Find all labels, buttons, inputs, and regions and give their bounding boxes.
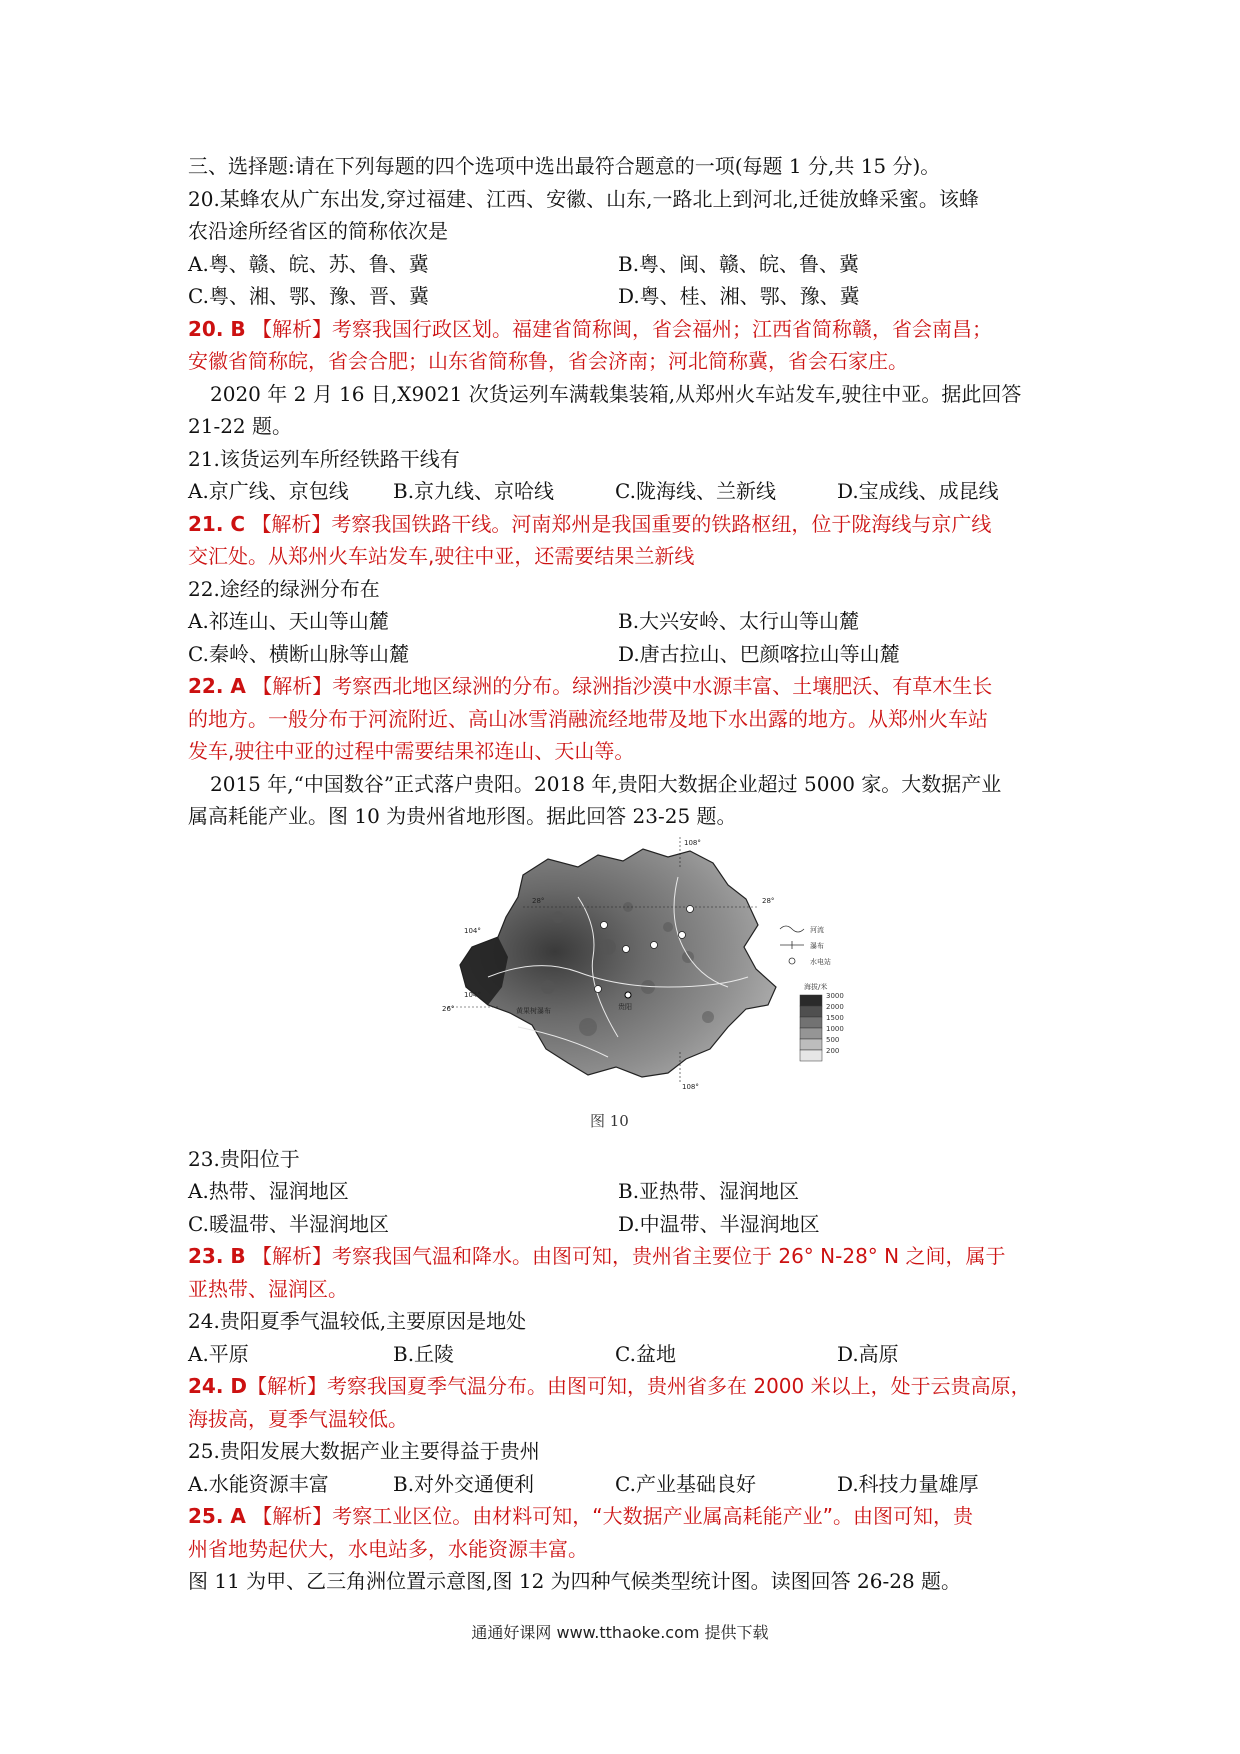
material-2-line1: 2015 年,“中国数谷”正式落户贵阳。2018 年,贵阳大数据企业超过 5000 家。大数据产业 <box>210 771 1002 796</box>
q22-option-a: A.祁连山、天山等山麓 <box>188 609 389 633</box>
q24-explanation-line2: 海拔高，夏季气温较低。 <box>188 1406 408 1431</box>
huangguoshu-falls-label: 黄果树瀑布 <box>516 1006 551 1015</box>
legend-river-label: 河流 <box>810 925 824 934</box>
guiyang-label: 贵阳 <box>618 1002 632 1011</box>
q22-option-d: D.唐古拉山、巴颜喀拉山等山麓 <box>618 641 900 666</box>
q21-explanation-line2: 交汇处。从郑州火车站发车,驶往中亚，还需要结果兰新线 <box>188 544 695 568</box>
q23-option-b: B.亚热带、湿润地区 <box>618 1179 800 1203</box>
q20-options <box>188 248 1068 313</box>
q21-option-b: B.京九线、京哈线 <box>393 479 555 503</box>
page-footer: 通通好课网 www.tthaoke.com 提供下载 <box>471 1623 769 1642</box>
elevation-swatch-500 <box>800 1039 822 1050</box>
legend-symbols <box>780 925 831 966</box>
elevation-swatch-3000 <box>800 995 822 1006</box>
station-legend-icon <box>789 958 795 964</box>
q23-option-d: D.中温带、半湿润地区 <box>618 1211 820 1236</box>
elevation-level-1000: 1000 <box>826 1024 844 1033</box>
elevation-swatch-200 <box>800 1050 822 1061</box>
q21-answer-key: 21. C <box>188 511 246 536</box>
q25-option-b: B.对外交通便利 <box>393 1471 535 1496</box>
station-marker <box>601 921 608 928</box>
q23-option-c: C.暖温带、半湿润地区 <box>188 1211 389 1236</box>
q23-option-a: A.热带、湿润地区 <box>188 1179 349 1203</box>
q22-explanation-line3: 发车,驶往中亚的过程中需要结果祁连山、天山等。 <box>188 739 635 763</box>
q22-option-b: B.大兴安岭、太行山等山麓 <box>618 609 860 633</box>
elevation-legend <box>800 992 844 1061</box>
legend-station-label: 水电站 <box>810 957 831 966</box>
q20-explanation-line1: 【解析】考察我国行政区划。福建省简称闽，省会福州；江西省简称赣，省会南昌； <box>252 316 992 341</box>
elevation-level-500: 500 <box>826 1035 840 1044</box>
lon-104-low-label: 104° <box>464 990 481 999</box>
q25-option-c: C.产业基础良好 <box>615 1471 756 1496</box>
elevation-level-200: 200 <box>826 1046 840 1055</box>
legend-elevation-title: 海拔/米 <box>804 982 828 991</box>
elevation-level-3000: 3000 <box>826 991 844 1000</box>
question-25 <box>188 1435 1068 1565</box>
question-24 <box>188 1305 1068 1435</box>
q25-option-a: A.水能资源丰富 <box>188 1471 329 1496</box>
question-21 <box>188 443 1068 573</box>
figure-10-caption: 图 10 <box>590 1111 629 1130</box>
q24-stem: 24.贵阳夏季气温较低,主要原因是地处 <box>188 1309 527 1333</box>
guizhou-province-shape <box>460 849 776 1077</box>
section-heading: 三、选择题:请在下列每题的四个选项中选出最符合题意的一项(每题 1 分,共 15 分)。 <box>188 154 941 178</box>
q20-option-b: B.粤、闽、赣、皖、鲁、冀 <box>618 251 860 276</box>
q23-options <box>188 1175 1068 1240</box>
lat-26-label: 26° <box>442 1004 455 1013</box>
q20-answer <box>188 313 1068 346</box>
lat-28-right-label: 28° <box>762 896 775 905</box>
q22-explanation-line1: 【解析】考察西北地区绿洲的分布。绿洲指沙漠中水源丰富、土壤肥沃、有草木生长 <box>252 674 993 698</box>
q20-explanation-line2: 安徽省简称皖，省会合肥；山东省简称鲁，省会济南；河北简称冀，省会石家庄。 <box>188 349 908 373</box>
lon-108-top-label: 108° <box>684 838 701 847</box>
lon-108-bottom-label: 108° <box>682 1082 699 1091</box>
q25-options <box>188 1468 1068 1501</box>
guizhou-terrain-map <box>428 837 868 1107</box>
q24-answer-key: 24. D <box>188 1374 247 1398</box>
q24-option-a: A.平原 <box>188 1341 249 1366</box>
q22-explanation-line2: 的地方。一般分布于河流附近、高山冰雪消融流经地带及地下水出露的地方。从郑州火车站 <box>188 706 988 731</box>
q22-option-c: C.秦岭、横断山脉等山麓 <box>188 641 409 666</box>
question-20 <box>188 183 1068 378</box>
lon-104-left-label: 104° <box>464 926 481 935</box>
q21-answer <box>188 508 1068 541</box>
station-marker <box>679 931 686 938</box>
elevation-swatch-1500 <box>800 1017 822 1028</box>
guiyang-marker <box>625 992 631 998</box>
question-23 <box>188 1143 1068 1306</box>
q21-option-d: D.宝成线、成昆线 <box>837 479 999 503</box>
q23-answer-key: 23. B <box>188 1244 246 1268</box>
q25-explanation-line2: 州省地势起伏大，水电站多，水能资源丰富。 <box>188 1536 588 1561</box>
q21-option-a: A.京广线、京包线 <box>188 479 349 503</box>
q24-option-d: D.高原 <box>837 1341 899 1366</box>
q24-explanation-line1: 【解析】考察我国夏季气温分布。由图可知，贵州省多在 2000 米以上，处于云贵高原， <box>247 1374 1031 1398</box>
q25-explanation-line1: 【解析】考察工业区位。由材料可知，“大数据产业属高耗能产业”。由图可知，贵 <box>252 1504 973 1528</box>
q20-answer-key: 20. B <box>188 316 246 341</box>
elevation-level-1500: 1500 <box>826 1013 844 1022</box>
q23-explanation-line2: 亚热带、湿润区。 <box>188 1276 348 1301</box>
q22-answer <box>188 670 1068 703</box>
q21-option-c: C.陇海线、兰新线 <box>615 479 776 503</box>
q20-option-d: D.粤、桂、湘、鄂、豫、冀 <box>618 284 860 308</box>
q22-options <box>188 605 1068 670</box>
station-marker <box>651 941 658 948</box>
material-1-line2: 21-22 题。 <box>188 414 293 438</box>
q22-answer-key: 22. A <box>188 674 246 698</box>
q23-answer <box>188 1240 1068 1273</box>
q25-answer <box>188 1500 1068 1533</box>
q20-stem-line1: 20.某蜂农从广东出发,穿过福建、江西、安徽、山东,一路北上到河北,迁徙放蜂采蜜。该蜂 <box>188 186 979 211</box>
station-marker <box>595 985 602 992</box>
page-content <box>188 150 1068 1598</box>
river-legend-icon <box>780 926 804 932</box>
material-1-line1: 2020 年 2 月 16 日,X9021 次货运列车满载集装箱,从郑州火车站发车,驶往中亚。据此回答 <box>210 381 1022 406</box>
elevation-level-2000: 2000 <box>826 1002 844 1011</box>
q25-answer-key: 25. A <box>188 1504 246 1528</box>
q23-stem: 23.贵阳位于 <box>188 1146 300 1171</box>
figure-10 <box>188 837 1068 1137</box>
material-2-line2: 属高耗能产业。图 10 为贵州省地形图。据此回答 23-25 题。 <box>188 804 737 828</box>
q25-stem: 25.贵阳发展大数据产业主要得益于贵州 <box>188 1439 540 1463</box>
question-22 <box>188 573 1068 768</box>
legend-waterfall-label: 瀑布 <box>810 941 824 950</box>
elevation-swatch-2000 <box>800 1006 822 1017</box>
q20-stem-line2: 农沿途所经省区的简称依次是 <box>188 219 448 243</box>
q24-option-b: B.丘陵 <box>393 1341 455 1366</box>
q21-stem: 21.该货运列车所经铁路干线有 <box>188 446 460 471</box>
elevation-swatch-1000 <box>800 1028 822 1039</box>
q23-explanation-line1: 【解析】考察我国气温和降水。由图可知，贵州省主要位于 26° N-28° N 之间，属于 <box>252 1244 1006 1268</box>
q25-option-d: D.科技力量雄厚 <box>837 1471 979 1496</box>
q21-options <box>188 475 1068 508</box>
closing-instruction: 图 11 为甲、乙三角洲位置示意图,图 12 为四种气候类型统计图。读图回答 26-28 题。 <box>188 1569 962 1593</box>
q20-option-c: C.粤、湘、鄂、豫、晋、冀 <box>188 284 429 308</box>
lat-28-left-label: 28° <box>532 896 545 905</box>
q22-stem: 22.途经的绿洲分布在 <box>188 576 380 601</box>
q24-options <box>188 1338 1068 1371</box>
q20-option-a: A.粤、赣、皖、苏、鲁、冀 <box>188 251 429 276</box>
station-marker <box>623 945 630 952</box>
station-marker <box>687 905 694 912</box>
q21-explanation-line1: 【解析】考察我国铁路干线。河南郑州是我国重要的铁路枢纽，位于陇海线与京广线 <box>251 511 992 536</box>
q24-answer <box>188 1370 1068 1403</box>
q24-option-c: C.盆地 <box>615 1341 676 1366</box>
